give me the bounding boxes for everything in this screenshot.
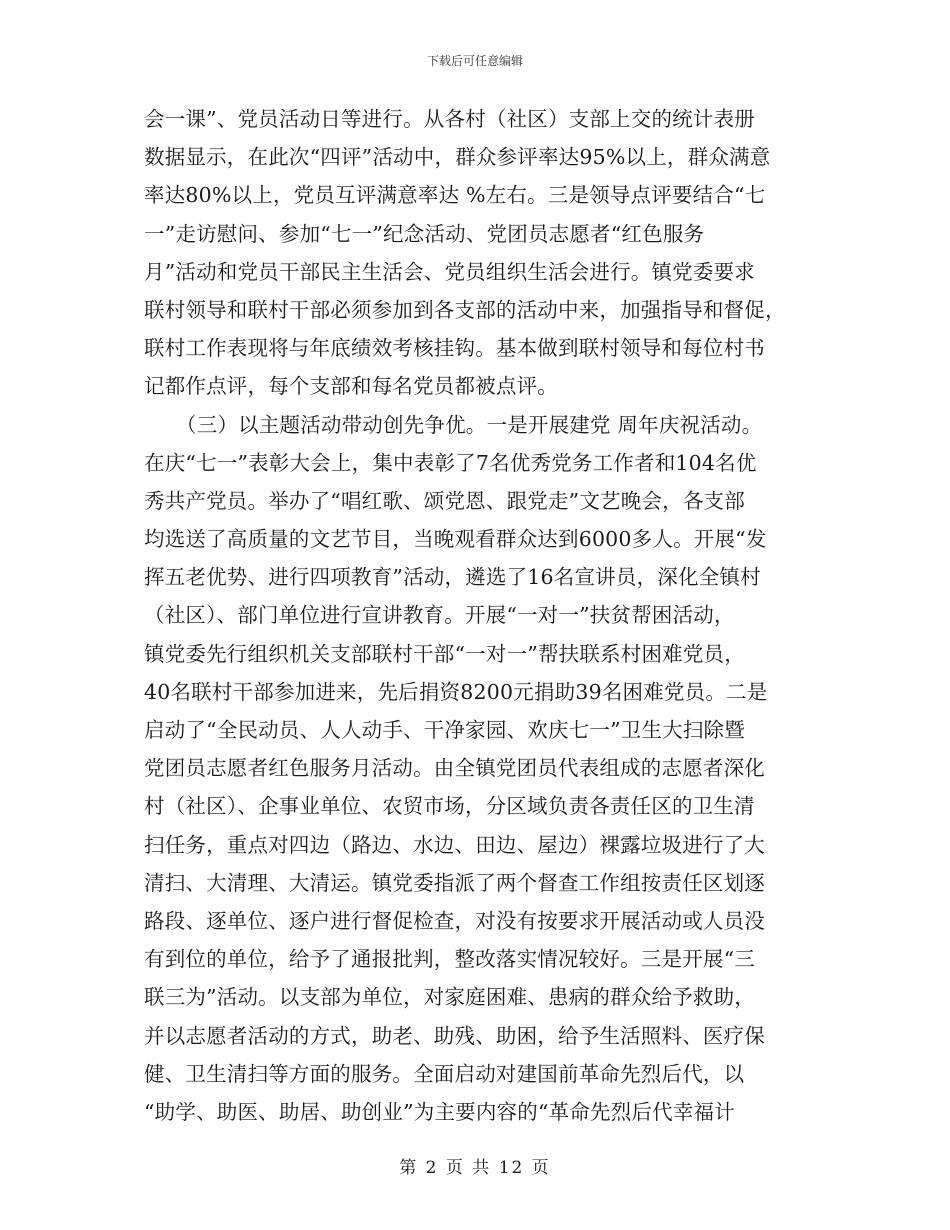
body-line: （社区）、部门单位进行宣讲教育。开展“一对一”扶贫帮困活动， — [144, 603, 735, 628]
body-line: 村（社区）、企事业单位、农贸市场，分区域负责各责任区的卫生清 — [144, 794, 755, 819]
body-line: 联三为”活动。以支部为单位，对家庭困难、患病的群众给予救助， — [144, 985, 755, 1010]
body-line: 均选送了高质量的文艺节目，当晚观看群众达到6000多人。开展“发 — [144, 527, 767, 552]
body-line: 秀共产党员。举办了“唱红歌、颂党恩、跟党走”文艺晚会，各支部 — [144, 488, 745, 513]
body-line: 会一课”、党员活动日等进行。从各村（社区）支部上交的统计表册 — [144, 107, 755, 131]
body-line: 数据显示，在此次“四评”活动中，群众参评率达95%以上，群众满意 — [144, 145, 771, 170]
body-line: 挥五老优势、进行四项教育”活动，遴选了16名宣讲员，深化全镇村 — [144, 565, 761, 590]
body-line: 月”活动和党员干部民主生活会、党员组织生活会进行。镇党委要求 — [144, 259, 755, 284]
page-footer-page-number: 第 2 页 共 12 页 — [399, 1158, 551, 1178]
body-line: 路段、逐单位、逐户进行督促检查，对没有按要求开展活动或人员没 — [144, 908, 765, 933]
body-line: 并以志愿者活动的方式，助老、助残、助困，给予生活照料、医疗保 — [144, 1023, 765, 1048]
body-line: 清扫、大清理、大清运。镇党委指派了两个督查工作组按责任区划逐 — [144, 870, 765, 895]
body-line: 联村工作表现将与年底绩效考核挂钩。基本做到联村领导和每位村书 — [144, 336, 765, 361]
document-body — [144, 100, 808, 1131]
body-line: 联村领导和联村干部必须参加到各支部的活动中来，加强指导和督促， — [144, 297, 786, 322]
body-line: 健、卫生清扫等方面的服务。全面启动对建国前革命先烈后代，以 — [144, 1061, 745, 1086]
page-header: 下载后可任意编辑 — [426, 54, 523, 68]
body-line: 40名联村干部参加进来，先后捐资8200元捐助39名困难党员。二是 — [144, 679, 768, 704]
body-line: 记都作点评，每个支部和每名党员都被点评。 — [144, 374, 558, 399]
body-line: 扫任务，重点对四边（路边、水边、田边、屋边）裸露垃圾进行了大 — [144, 832, 765, 857]
body-line: 启动了“全民动员、人人动手、干净家园、欢庆七一”卫生大扫除暨 — [144, 718, 745, 742]
section-heading-line: （三）以主题活动带动创先争优。一是开展建党 周年庆祝活动。 — [176, 412, 763, 437]
body-line: “助学、助医、助居、助创业”为主要内容的“革命先烈后代幸福计 — [144, 1099, 735, 1124]
body-line: 一”走访慰问、参加“七一”纪念活动、党团员志愿者“红色服务 — [144, 221, 705, 246]
body-line: 党团员志愿者红色服务月活动。由全镇党团员代表组成的志愿者深化 — [144, 756, 765, 781]
body-line: 镇党委先行组织机关支部联村干部“一对一”帮扶联系村困难党员， — [144, 641, 745, 666]
body-line: 在庆“七一”表彰大会上，集中表彰了7名优秀党务工作者和104名优 — [144, 450, 757, 475]
body-line: 率达80%以上，党员互评满意率达 %左右。三是领导点评要结合“七 — [144, 183, 766, 208]
body-line: 有到位的单位，给予了通报批判，整改落实情况较好。三是开展“三 — [144, 947, 755, 972]
